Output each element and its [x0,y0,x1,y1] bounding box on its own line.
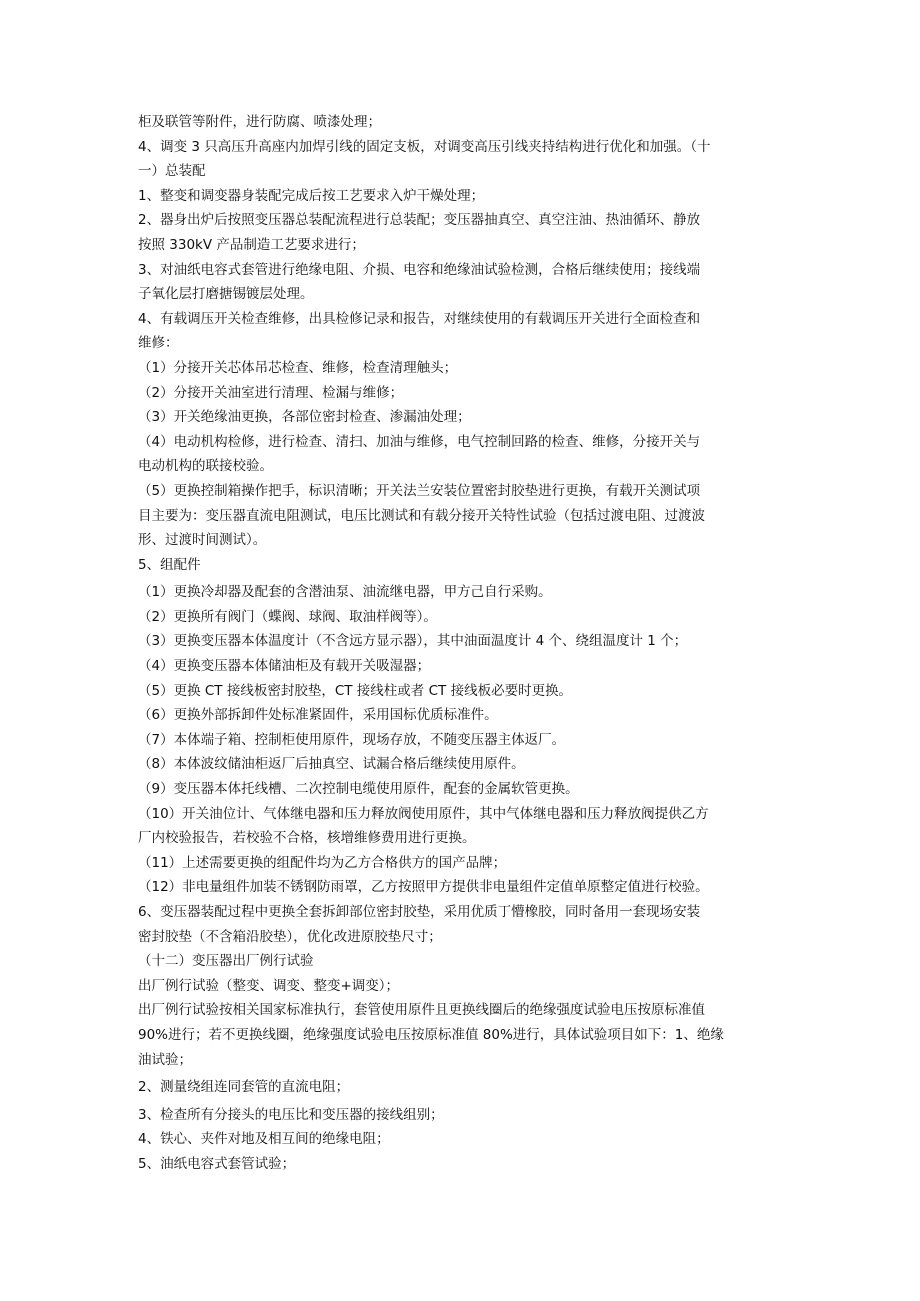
text-line: （1）更换冷却器及配套的含潜油泵、油流继电器，甲方己自行采购。 [138,584,552,601]
text-line: （1）分接开关芯体吊芯检查、维修，检查清理触头； [138,359,458,376]
text-line: 子氧化层打磨搪锡镀层处理。 [138,286,314,303]
text-line: （12）非电量组件加装不锈钢防雨罩，乙方按照甲方提供非电量组件定值单原整定值进行校验。 [138,879,709,896]
text-line: 油试验； [138,1051,192,1068]
text-line: （7）本体端子箱、控制柜使用原件，现场存放，不随变压器主体返厂。 [138,731,566,748]
text-line: 6、变压器装配过程中更换全套拆卸部位密封胶垫，采用优质丁懵橡胶，同时备用一套现场安装 [138,904,701,920]
text-line: 一）总装配 [138,163,206,180]
text-line: 2、器身出炉后按照变压器总装配流程进行总装配；变压器抽真空、真空注油、热油循环、静放 [138,212,701,229]
text-line: 柜及联管等附件，进行防腐、喷漆处理； [138,114,381,130]
text-line: （2）更换所有阀门（蝶阀、球阀、取油样阀等）。 [138,608,437,625]
text-line: （2）分接开关油室进行清理、检漏与维修； [138,384,404,401]
text-line: 出厂例行试验（整变、调变、整变+调变）； [138,977,400,994]
text-line: 4、有载调压开关检查维修，出具检修记录和报告，对继续使用的有载调压开关进行全面检查和 [138,310,701,327]
text-line: 90%进行；若不更换线圈，绝缘强度试验电压按原标准值 80%进行，具体试验项目如下：1、绝缘 [138,1026,724,1043]
text-line: （8）本体波纹储油柜返厂后抽真空、试漏合格后继续使用原件。 [138,756,525,773]
text-line: 4、调变 3 只高压升高座内加焊引线的固定支板，对调变高压引线夹持结构进行优化和加强。（十 [138,138,711,155]
text-line: 目主要为：变压器直流电阻测试，电压比测试和有载分接开关特性试验（包括过渡电阻、过渡波 [138,507,705,524]
text-line: 维修： [138,335,179,352]
text-line: 5、组配件 [138,556,201,573]
text-line: （4）更换变压器本体储油柜及有载开关吸湿器； [138,658,431,675]
text-line: 形、过渡时间测试）。 [138,532,267,549]
text-line: 出厂例行试验按相关国家标准执行，套管使用原件且更换线圈后的绝缘强度试验电压按原标准值 [138,1002,705,1019]
text-line: 厂内校验报告，若校验不合格，核增维修费用进行更换。 [138,830,476,847]
text-line: 3、检查所有分接头的电压比和变压器的接线组别； [138,1106,444,1123]
text-line: 3、对油纸电容式套管进行绝缘电阻、介损、电容和绝缘油试验检测，合格后继续使用；接线端 [138,261,701,278]
text-line: （5）更换控制箱操作把手，标识清晰；开关法兰安装位置密封胶垫进行更换，有载开关测试项 [138,482,701,499]
text-line: 5、油纸电容式套管试验； [138,1155,296,1172]
text-line: （6）更换外部拆卸件处标准紧固件，采用国标优质标准件。 [138,707,498,724]
text-line: 4、铁心、夹件对地及相互间的绝缘电阻； [138,1131,390,1148]
text-line: （10）开关油位计、气体继电器和压力释放阀使用原件，其中气体继电器和压力释放阀提供乙方 [138,805,709,822]
text-line: 1、整变和调变器身装配完成后按工艺要求入炉干燥处理； [138,187,485,204]
text-line: 2、测量绕组连同套管的直流电阻； [138,1079,350,1096]
text-line: 密封胶垫（不含箱沿胶垫），优化改进原胶垫尺寸； [138,928,442,945]
text-line: 按照 330kV 产品制造工艺要求进行； [138,236,365,253]
text-line: （十二）变压器出厂例行试验 [138,953,314,970]
text-line: （5）更换 CT 接线板密封胶垫，CT 接线柱或者 CT 接线板必要时更换。 [138,682,573,699]
text-line: （9）变压器本体托线槽、二次控制电缆使用原件，配套的金属软管更换。 [138,781,579,798]
text-line: （4）电动机构检修，进行检查、清扫、加油与维修，电气控制回路的检查、维修，分接开关与 [138,433,701,450]
text-line: 电动机构的联接校验。 [138,458,273,475]
text-line: （3）更换变压器本体温度计（不含远方显示器），其中油面温度计 4 个、绕组温度计 1 个； [138,633,688,650]
text-line: （11）上述需要更换的组配件均为乙方合格供方的国产品牌； [138,854,507,871]
text-line: （3）开关绝缘油更换，各部位密封检查、渗漏油处理； [138,409,471,426]
document-body [138,110,798,1177]
